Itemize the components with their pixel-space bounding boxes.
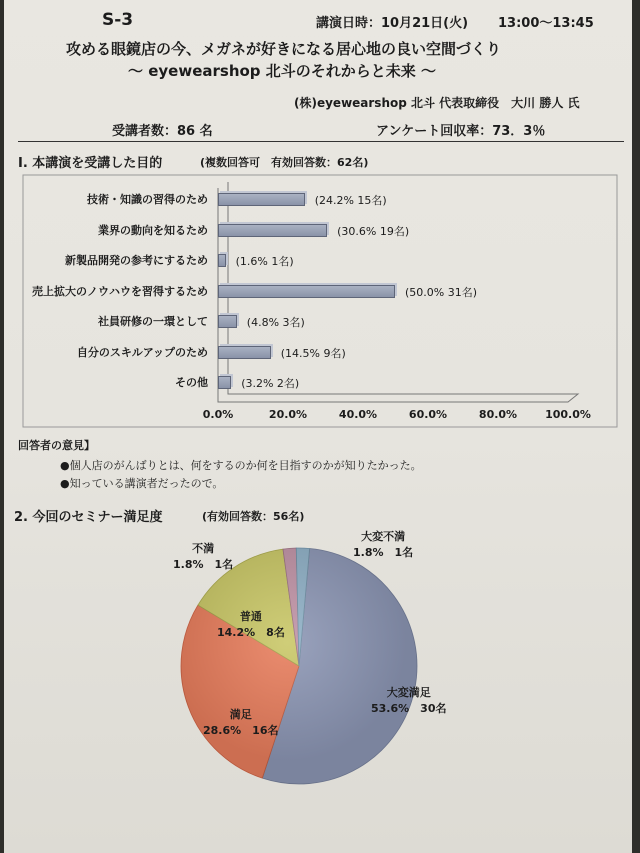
speaker-line: (株)eyewearshop 北斗 代表取締役 大川 勝人 氏 bbox=[294, 96, 580, 110]
category-label: その他 bbox=[175, 376, 208, 389]
x-tick-label: 100.0% bbox=[545, 408, 591, 421]
lecture-time: 13:00～13:45 bbox=[498, 16, 594, 31]
pie-slice-label bbox=[203, 706, 278, 738]
lecture-date: 講演日時：10月21日(火) bbox=[316, 16, 469, 31]
bar-data-label: (1.6% 1名) bbox=[235, 255, 294, 268]
bar bbox=[218, 285, 395, 298]
pie-slice-label bbox=[371, 684, 446, 716]
purpose-bar-chart bbox=[22, 174, 618, 428]
bar bbox=[218, 376, 231, 389]
pie-label-category: 普通 bbox=[239, 610, 262, 623]
pie-slice-label bbox=[173, 540, 233, 572]
category-label: 業界の動向を知るため bbox=[98, 223, 208, 237]
pie-label-value: 53.6% 30名 bbox=[371, 702, 447, 715]
stats-divider bbox=[18, 141, 624, 142]
pie-label-category: 大変満足 bbox=[386, 686, 431, 699]
category-label: 技術・知識の習得のため bbox=[87, 193, 208, 206]
x-tick-label: 20.0% bbox=[268, 408, 308, 421]
bar bbox=[218, 346, 271, 359]
bar bbox=[218, 315, 237, 328]
comment-item: ●知っている講演者だったので。 bbox=[60, 477, 224, 490]
response-rate: アンケート回収率：73．3％ bbox=[376, 124, 546, 139]
bar-data-label: (3.2% 2名) bbox=[241, 377, 300, 390]
comments-heading: 回答者の意見】 bbox=[18, 439, 95, 452]
pie-slice-label bbox=[217, 608, 285, 640]
comment-item: ●個人店のがんばりとは、何をするのか何を目指すのかが知りたかった。 bbox=[60, 459, 422, 472]
q1-note: (複数回答可 有効回答数：62名) bbox=[200, 156, 369, 169]
bar-data-label: (4.8% 3名) bbox=[246, 316, 305, 329]
pie-label-value: 1.8% 1名 bbox=[353, 546, 414, 559]
pie-shading bbox=[181, 548, 417, 784]
bar bbox=[218, 224, 327, 237]
pie-label-value: 28.6% 16名 bbox=[203, 724, 279, 737]
x-tick-label: 0.0% bbox=[202, 408, 234, 421]
bar-data-label: (24.2% 15名) bbox=[314, 194, 387, 207]
pie-label-category: 大変不満 bbox=[361, 530, 406, 543]
x-tick-label: 80.0% bbox=[478, 408, 518, 421]
pie-label-category: 満足 bbox=[229, 708, 252, 721]
category-label: 新製品開発の参考にするため bbox=[65, 254, 208, 267]
attendee-count: 受講者数：86 名 bbox=[112, 124, 213, 139]
category-label: 売上拡大のノウハウを習得するため bbox=[32, 284, 208, 298]
satisfaction-pie-chart bbox=[4, 520, 632, 840]
pie-label-value: 1.8% 1名 bbox=[173, 558, 234, 571]
pie-label-value: 14.2% 8名 bbox=[217, 626, 285, 639]
q2-note: (有効回答数：56名) bbox=[202, 510, 305, 523]
bar-data-label: (14.5% 9名) bbox=[280, 346, 346, 360]
x-tick-label: 40.0% bbox=[338, 408, 378, 421]
bar-data-label: (50.0% 31名) bbox=[405, 285, 478, 299]
category-label: 自分のスキルアップのため bbox=[76, 345, 208, 359]
survey-sheet bbox=[4, 0, 632, 853]
lecture-subtitle: ～ eyewearshop 北斗のそれからと未来 ～ bbox=[128, 62, 436, 80]
bar bbox=[218, 193, 305, 206]
q1-heading: Ⅰ. 本講演を受講した目的 bbox=[18, 156, 163, 171]
bar-data-label: (30.6% 19名) bbox=[337, 224, 410, 238]
lecture-title: 攻める眼鏡店の今、メガネが好きになる居心地の良い空間づくり bbox=[66, 40, 502, 58]
q2-heading: 2. 今回のセミナー満足度 bbox=[14, 510, 163, 525]
session-code: S-3 bbox=[102, 10, 134, 30]
pie-slice-label bbox=[353, 528, 413, 560]
category-label: 社員研修の一環として bbox=[98, 315, 208, 328]
pie-label-category: 不満 bbox=[192, 542, 215, 555]
bar bbox=[218, 254, 226, 267]
x-tick-label: 60.0% bbox=[408, 408, 448, 421]
